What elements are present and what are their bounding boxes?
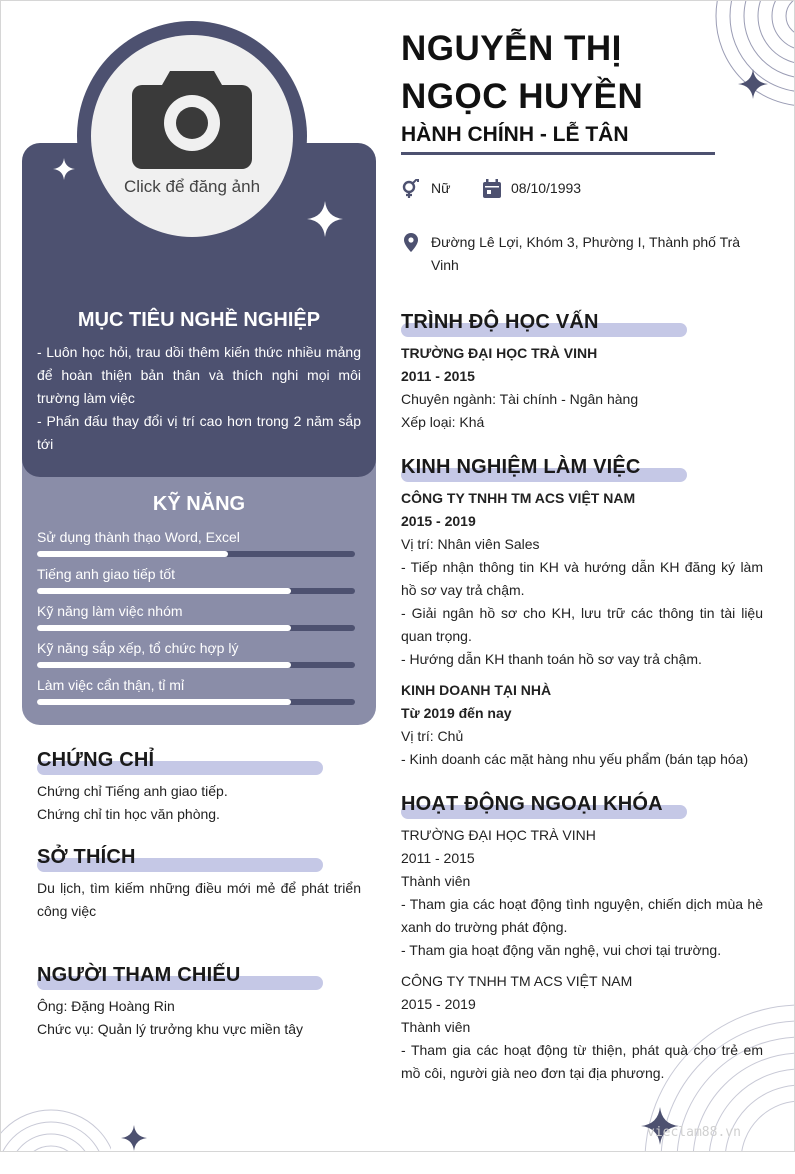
skill-label: Kỹ năng làm việc nhóm (37, 603, 183, 619)
activities-heading (401, 793, 687, 819)
watermark: vieclam88.vn (647, 1125, 741, 1140)
job-duty: - Giải ngân hồ sơ cho KH, lưu trữ các thông tin tài liệu quan trọng. (401, 605, 763, 644)
job-company: CÔNG TY TNHH TM ACS VIỆT NAM (401, 490, 636, 506)
references-list (37, 995, 361, 1041)
location-pin-icon (401, 233, 421, 253)
skill-item (37, 565, 355, 594)
objective-line: - Luôn học hỏi, trau dồi thêm kiến thức nhiều mảng để hoàn thiện bản thân và thích nghi mọi môi trường làm việc (37, 344, 361, 406)
activity-detail: - Tham gia các hoạt động từ thiện, phát quà cho trẻ em mồ côi, người già neo đơn tại địa phương. (401, 1042, 763, 1081)
candidate-name (401, 25, 643, 121)
objective-title: MỤC TIÊU NGHỀ NGHIỆP (77, 309, 321, 331)
objective-line: - Phấn đấu thay đổi vị trí cao hơn trong 2 năm sắp tới (37, 413, 361, 452)
job-period: 2015 - 2019 (401, 513, 476, 529)
skill-item (37, 676, 355, 705)
objective-text (37, 341, 361, 456)
job-title-underline (401, 152, 715, 155)
camera-icon[interactable] (132, 65, 252, 169)
certificate-item: Chứng chỉ Tiếng anh giao tiếp. (37, 783, 228, 799)
activity-entry (401, 824, 763, 962)
gender-icon (401, 179, 421, 199)
job-title: HÀNH CHÍNH - LỄ TÂN (401, 123, 629, 146)
activity-org: CÔNG TY TNHH TM ACS VIỆT NAM (401, 973, 633, 989)
skill-bar-track (37, 588, 355, 594)
skill-item (37, 639, 355, 668)
experience-title: KINH NGHIỆM LÀM VIỆC (401, 456, 641, 478)
skill-label: Kỹ năng sắp xếp, tổ chức hợp lý (37, 640, 239, 656)
certificates-title: CHỨNG CHỈ (37, 749, 155, 771)
education-major: Chuyên ngành: Tài chính - Ngân hàng (401, 391, 639, 407)
activity-detail: - Tham gia các hoạt động tình nguyện, chiến dịch mùa hè xanh do trường phát động. (401, 896, 763, 935)
sparkle-icon (121, 1125, 147, 1151)
education-school: TRƯỜNG ĐẠI HỌC TRÀ VINH (401, 345, 598, 361)
name-line: NGUYỄN THỊ (401, 29, 622, 68)
decorative-arcs-bottom-left (1, 1096, 111, 1151)
education-title: TRÌNH ĐỘ HỌC VẤN (401, 311, 599, 333)
skill-bar-fill (37, 588, 291, 594)
skill-item (37, 602, 355, 631)
photo-upload-label[interactable]: Click để đăng ảnh (123, 177, 261, 196)
certificates-heading (37, 749, 323, 775)
certificates-list (37, 780, 361, 826)
address-value: Đường Lê Lợi, Khóm 3, Phường I, Thành phố Trà Vinh (431, 234, 741, 273)
skill-bar-fill (37, 625, 291, 631)
activity-role: Thành viên (401, 1019, 471, 1035)
skill-bar-fill (37, 699, 291, 705)
activity-role: Thành viên (401, 873, 471, 889)
job-duty: - Hướng dẫn KH thanh toán hồ sơ vay trả chậm. (401, 651, 702, 667)
calendar-icon (482, 179, 502, 199)
skill-label: Sử dụng thành thạo Word, Excel (37, 529, 240, 545)
activity-org: TRƯỜNG ĐẠI HỌC TRÀ VINH (401, 827, 596, 843)
education-grade: Xếp loại: Khá (401, 414, 485, 430)
activities-title: HOẠT ĐỘNG NGOẠI KHÓA (401, 793, 663, 815)
job-duty: - Kinh doanh các mặt hàng nhu yếu phẩm (bán tạp hóa) (401, 751, 749, 767)
activity-period: 2011 - 2015 (401, 850, 475, 866)
skill-bar-fill (37, 551, 228, 557)
activity-detail: - Tham gia hoạt động văn nghệ, vui chơi tại trường. (401, 942, 722, 958)
references-title: NGƯỜI THAM CHIẾU (37, 964, 241, 986)
sparkle-icon (307, 201, 343, 237)
experience-job (401, 679, 763, 771)
certificate-item: Chứng chỉ tin học văn phòng. (37, 806, 220, 822)
skill-bar-track (37, 625, 355, 631)
hobbies-title: SỞ THÍCH (37, 846, 136, 868)
education-entry (401, 342, 763, 434)
skill-label: Làm việc cẩn thận, tỉ mỉ (37, 677, 185, 693)
sparkle-icon (53, 158, 75, 180)
skills-title: KỸ NĂNG (152, 493, 246, 515)
job-company: KINH DOANH TẠI NHÀ (401, 682, 552, 698)
birthdate-value: 08/10/1993 (511, 180, 582, 196)
reference-line: Chức vụ: Quản lý trưởng khu vực miền tây (37, 1021, 304, 1037)
hobbies-heading (37, 846, 323, 872)
skill-label: Tiếng anh giao tiếp tốt (37, 566, 176, 582)
activity-period: 2015 - 2019 (401, 996, 476, 1012)
references-heading (37, 964, 323, 990)
skill-bar-track (37, 699, 355, 705)
education-heading (401, 311, 687, 337)
job-position: Vị trí: Chủ (401, 728, 464, 744)
reference-line: Ông: Đặng Hoàng Rin (37, 998, 175, 1014)
name-line: NGỌC HUYỀN (401, 77, 644, 116)
skill-bar-fill (37, 662, 291, 668)
job-period: Từ 2019 đến nay (401, 705, 512, 721)
sparkle-icon (738, 69, 768, 99)
job-duty: - Tiếp nhận thông tin KH và hướng dẫn KH đăng ký làm hồ sơ vay trả chậm. (401, 559, 763, 598)
gender-value: Nữ (431, 180, 451, 196)
experience-job (401, 487, 763, 671)
experience-heading (401, 456, 687, 482)
skill-item (37, 528, 355, 557)
activity-entry (401, 970, 763, 1085)
skill-bar-track (37, 662, 355, 668)
education-years: 2011 - 2015 (401, 368, 475, 384)
skill-bar-track (37, 551, 355, 557)
hobbies-text: Du lịch, tìm kiếm những điều mới mẻ để phát triển công việc (37, 880, 361, 919)
job-position: Vị trí: Nhân viên Sales (401, 536, 540, 552)
